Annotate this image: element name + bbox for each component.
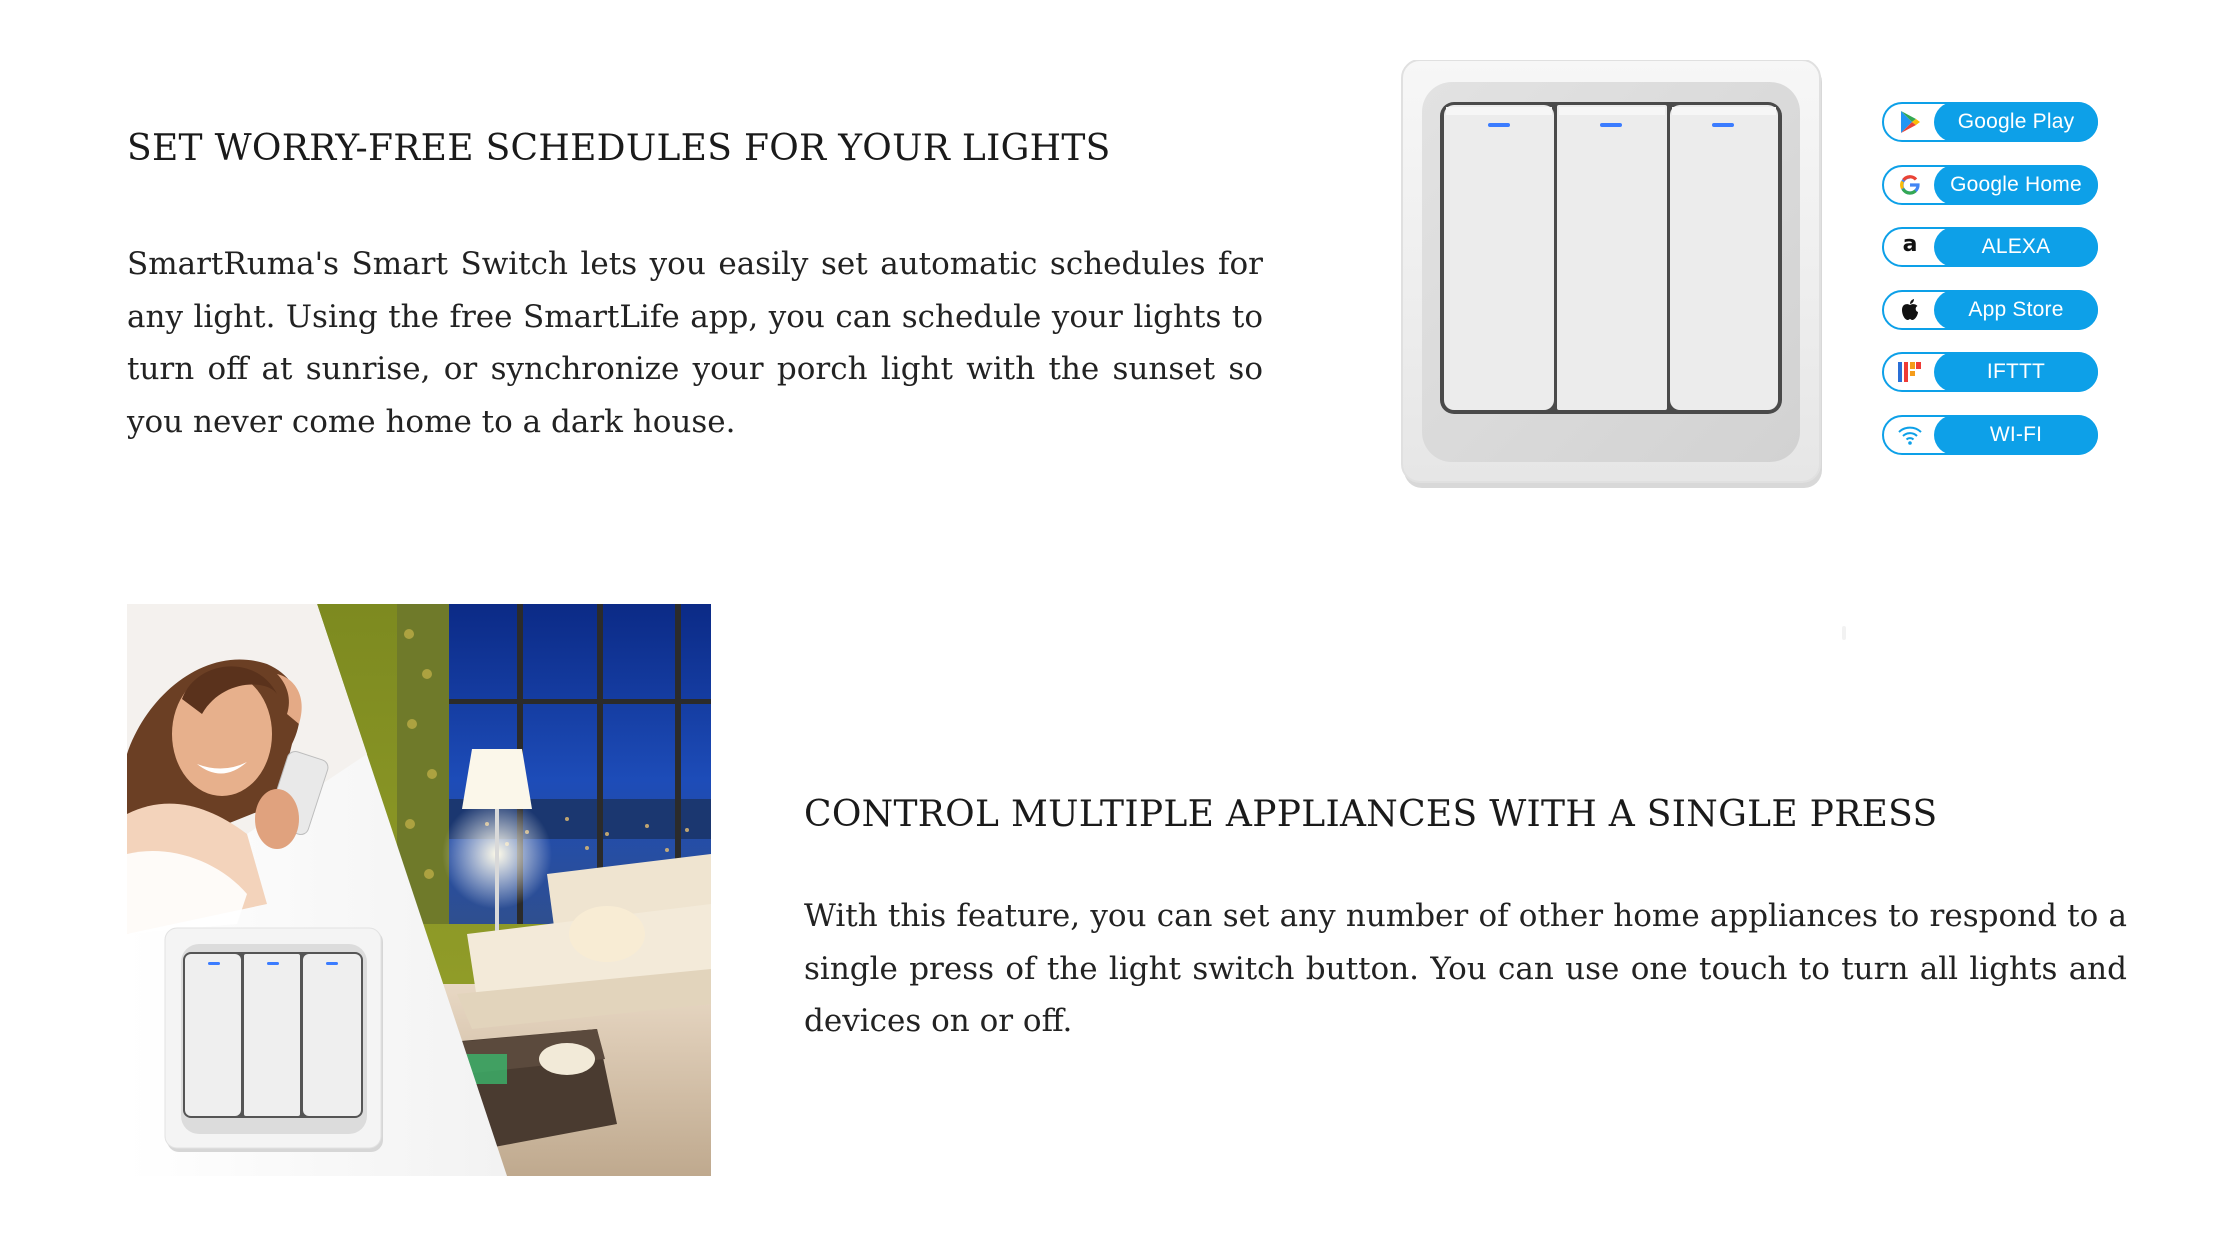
section1-paragraph: SmartRuma's Smart Switch lets you easily set automatic schedules for any light. Using the free SmartLife app, you can schedule your lights to turn off at sunrise, or synchronize your porch light with the sunset so you never come home to a dark house.	[127, 246, 1263, 440]
google-home-badge	[1882, 165, 2098, 205]
badge-label: WI-FI	[1934, 415, 2098, 455]
section2-heading: CONTROL MULTIPLE APPLIANCES WITH A SINGLE PRESS	[804, 794, 1938, 835]
section1-heading: SET WORRY-FREE SCHEDULES FOR YOUR LIGHTS	[127, 128, 1111, 169]
google-play-badge	[1882, 102, 2098, 142]
ifttt-badge	[1882, 352, 2098, 392]
living-room-photo	[127, 604, 711, 1176]
ifttt-icon	[1884, 354, 1936, 390]
badge-label: App Store	[1934, 290, 2098, 330]
section2-paragraph: With this feature, you can set any number of other home appliances to respond to a single press of the light switch button. You can use one touch to turn all lights and devices on or off.	[804, 898, 2127, 1039]
wifi-icon	[1884, 417, 1936, 453]
amazon-a-glyph: a	[1902, 232, 1918, 257]
integration-badges	[1882, 102, 2100, 455]
google-g-icon	[1884, 167, 1936, 203]
badge-label: IFTTT	[1934, 352, 2098, 392]
decorative-mark	[1842, 626, 1846, 640]
alexa-badge	[1882, 227, 2098, 267]
apple-icon	[1884, 292, 1936, 328]
badge-label: Google Play	[1934, 102, 2098, 142]
app-store-badge	[1882, 290, 2098, 330]
smart-switch-image	[1400, 60, 1826, 490]
wifi-badge	[1882, 415, 2098, 455]
amazon-a-icon	[1884, 229, 1936, 265]
google-play-icon	[1884, 104, 1936, 140]
badge-label: Google Home	[1934, 165, 2098, 205]
badge-label: ALEXA	[1934, 227, 2098, 267]
